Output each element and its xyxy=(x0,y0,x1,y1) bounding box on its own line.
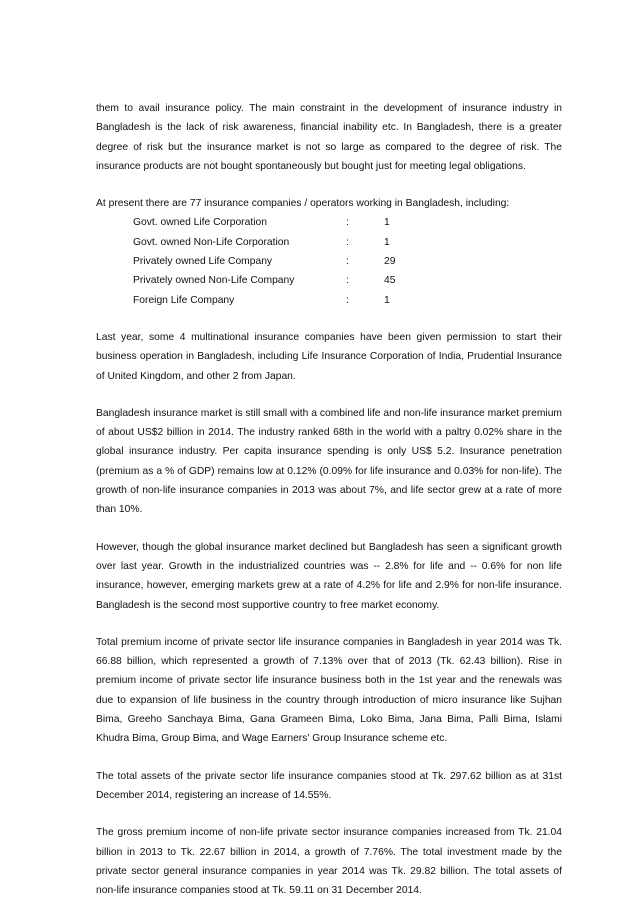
company-count: 29 xyxy=(384,256,396,268)
separator: : xyxy=(346,236,349,248)
paragraph-life-premium-income: Total premium income of private sector life insurance companies in Bangladesh in year 2014 was Tk. 66.88 billion, which represented a growth of 7.13% over that of 2013 (Tk. 62.43 billion). Rise in premium income of private sector life insurance business both in the 1st year and the renewals was due to expansion of life business in the country through introduction of micro insurance like Sujhan Bima, Greeho Sanchaya Bima, Gana Grameen Bima, Loko Bima, Jana Bima, Palli Bima, Islami Khudra Bima, Group Bima, and Wage Earners' Group Insurance scheme etc. xyxy=(96,636,562,745)
company-count: 1 xyxy=(384,294,390,306)
separator: : xyxy=(346,275,349,287)
list-item xyxy=(96,252,562,271)
company-list xyxy=(96,213,562,309)
list-item xyxy=(96,213,562,232)
company-count: 1 xyxy=(384,217,390,229)
separator: : xyxy=(346,294,349,306)
list-item xyxy=(96,271,562,290)
list-item xyxy=(96,233,562,252)
company-count: 1 xyxy=(384,236,390,248)
company-type: Govt. owned Non-Life Corporation xyxy=(133,236,290,248)
company-type: Privately owned Non-Life Company xyxy=(133,275,295,287)
paragraph-non-life-premium: The gross premium income of non-life private sector insurance companies increased from Tk. 21.04 billion in 2013 to Tk. 22.67 billion in 2014, a growth of 7.76%. The total investment made by the private sector general insurance companies in year 2014 was Tk. 29.82 billion. The total assets of non-life insurance companies stood at Tk. 59.11 on 31 December 2014. xyxy=(96,827,562,897)
company-type: Govt. owned Life Corporation xyxy=(133,217,267,229)
company-count: 45 xyxy=(384,275,396,287)
separator: : xyxy=(346,217,349,229)
paragraph-market-size: Bangladesh insurance market is still small with a combined life and non-life insurance market premium of about US$2 billion in 2014. The industry ranked 68th in the world with a paltry 0.02% share in the global insurance industry. Per capita insurance spending is only US$ 5.2. Insurance penetration (premium as a % of GDP) remains low at 0.12% (0.09% for life insurance and 0.03% for non-life). The growth of non-life insurance companies in 2013 was about 7%, and life sector grew at a rate of more than 10%. xyxy=(96,407,562,516)
document-page xyxy=(96,99,562,918)
paragraph-life-total-assets: The total assets of the private sector life insurance companies stood at Tk. 297.62 billion as at 31st December 2014, registering an increase of 14.55%. xyxy=(96,770,562,801)
list-item xyxy=(96,291,562,310)
paragraph-company-count: At present there are 77 insurance companies / operators working in Bangladesh, including: xyxy=(96,198,510,210)
paragraph-insurance-constraints: them to avail insurance policy. The main constraint in the development of insurance industry in Bangladesh is the lack of risk awareness, financial inability etc. In Bangladesh, there is a greater degree of risk but the insurance market is not so large as compared to the degree of risk. The insurance products are not bought spontaneously but bought just for meeting legal obligations. xyxy=(96,103,562,172)
paragraph-multinational-entry: Last year, some 4 multinational insurance companies have been given permission to start their business operation in Bangladesh, including Life Insurance Corporation of India, Prudential Insurance of United Kingdom, and other 2 from Japan. xyxy=(96,331,562,382)
company-type: Foreign Life Company xyxy=(133,294,235,306)
company-type: Privately owned Life Company xyxy=(133,256,273,268)
separator: : xyxy=(346,256,349,268)
paragraph-global-growth: However, though the global insurance market declined but Bangladesh has seen a significant growth over last year. Growth in the industrialized countries was -- 2.8% for life and -- 0.6% for non life insurance, however, emerging markets grew at a rate of 4.2% for life and 2.9% for non-life insurance. Bangladesh is the second most supportive country to free market economy. xyxy=(96,541,562,611)
